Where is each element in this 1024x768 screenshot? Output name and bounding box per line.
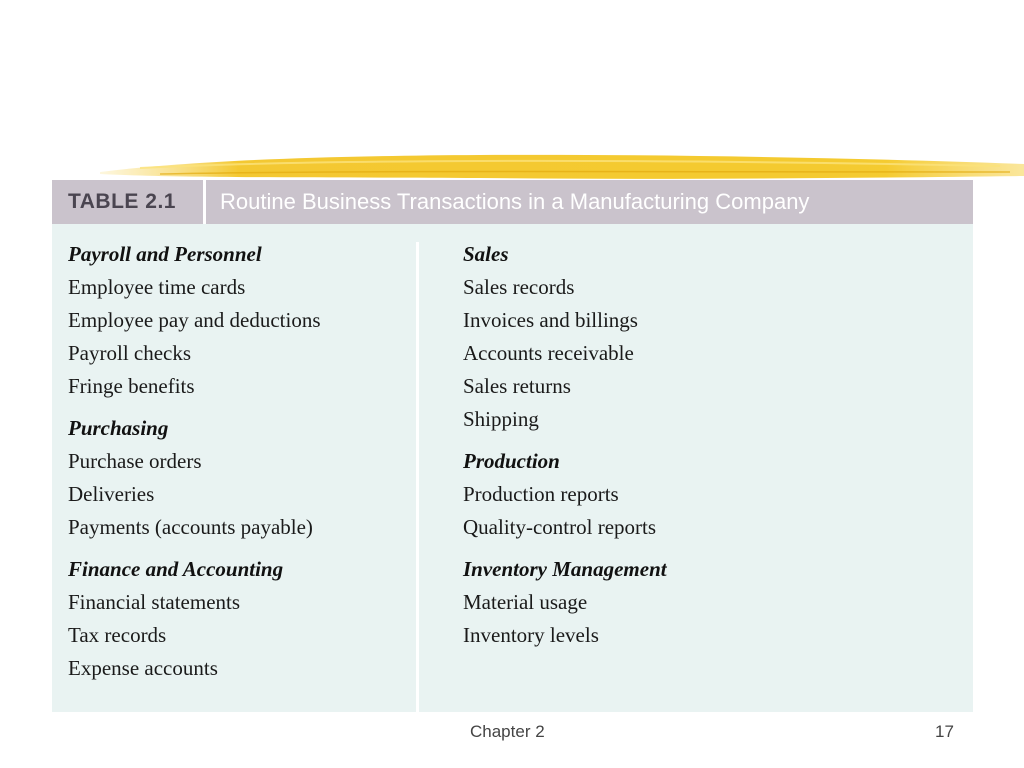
list-item: Payroll checks (68, 341, 192, 365)
list-item: Sales records (463, 275, 575, 299)
list-item: Material usage (463, 590, 588, 614)
column-divider (416, 242, 419, 712)
list-item: Financial statements (68, 590, 241, 614)
list-item: Expense accounts (68, 656, 218, 680)
section-heading: Payroll and Personnel (68, 242, 262, 266)
section-heading: Finance and Accounting (68, 557, 284, 581)
list-item: Production reports (463, 482, 619, 506)
list-item: Invoices and billings (463, 308, 638, 332)
right-column (463, 238, 803, 661)
footer-chapter: Chapter 2 (470, 722, 545, 741)
section-heading: Production (463, 449, 560, 473)
list-item: Employee time cards (68, 275, 246, 299)
transactions-table (52, 180, 973, 712)
header-divider (203, 180, 206, 224)
list-item: Employee pay and deductions (68, 308, 321, 332)
section-inventory (463, 553, 803, 652)
section-heading: Sales (463, 242, 509, 266)
section-heading: Inventory Management (463, 557, 667, 581)
list-item: Quality-control reports (463, 515, 657, 539)
left-column (68, 238, 408, 694)
list-item: Purchase orders (68, 449, 202, 473)
list-item: Shipping (463, 407, 539, 431)
list-item: Sales returns (463, 374, 571, 398)
list-item: Fringe benefits (68, 374, 195, 398)
list-item: Accounts receivable (463, 341, 634, 365)
list-item: Inventory levels (463, 623, 599, 647)
section-sales (463, 238, 803, 436)
list-item: Deliveries (68, 482, 155, 506)
section-purchasing (68, 412, 408, 544)
section-heading: Purchasing (68, 416, 169, 440)
list-item: Payments (accounts payable) (68, 515, 313, 539)
section-finance (68, 553, 408, 685)
section-production (463, 445, 803, 544)
decorative-brush-stroke (100, 150, 1024, 184)
section-payroll (68, 238, 408, 403)
page-number: 17 (935, 722, 954, 741)
table-title: Routine Business Transactions in a Manufacturing Company (220, 189, 810, 214)
list-item: Tax records (68, 623, 167, 647)
table-header (52, 180, 973, 224)
table-number: TABLE 2.1 (68, 190, 176, 213)
